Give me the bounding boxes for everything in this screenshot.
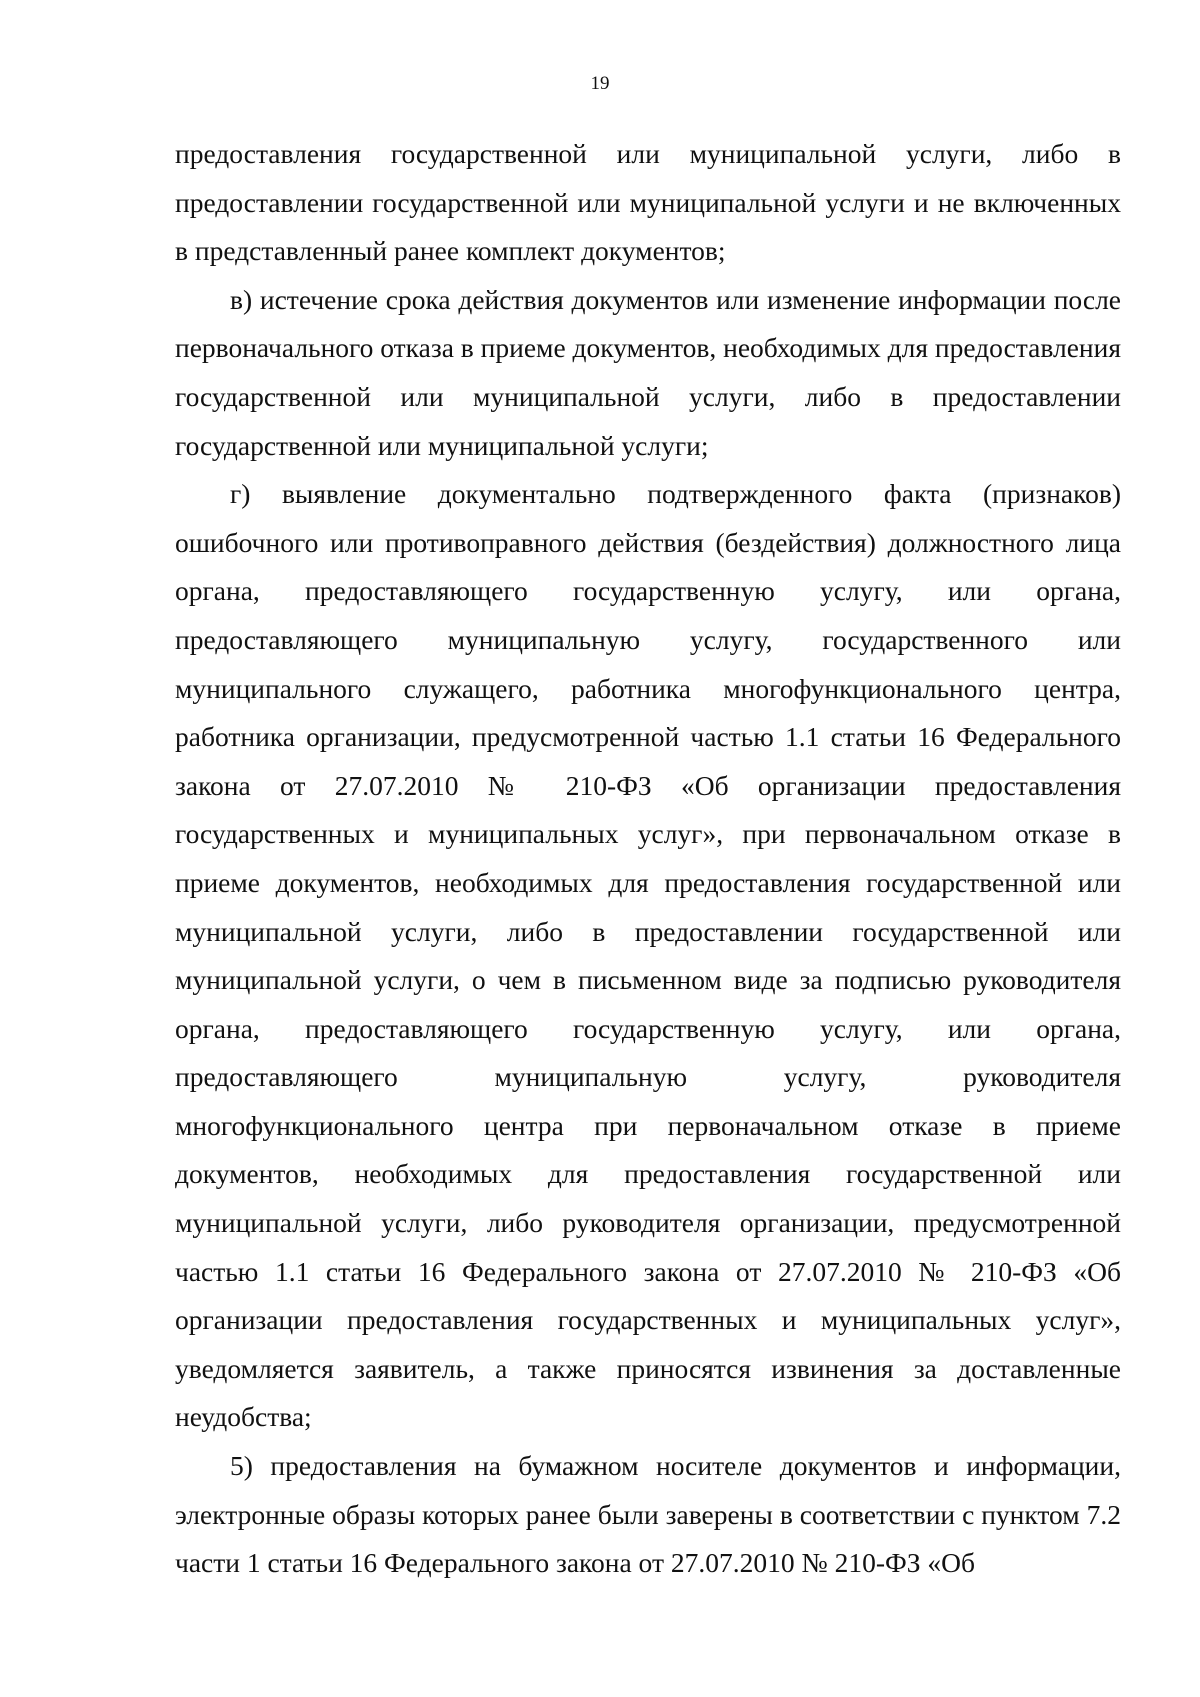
paragraph-continuation: предоставления государственной или муниципальной услуги, либо в предоставлении государственной или муниципальной услуги и не включенных в представленный ранее комплект документов;	[175, 138, 1121, 267]
paragraph-item-5: 5) предоставления на бумажном носителе документов и информации, электронные образы которых ранее были заверены в соответствии с пунктом 7.2 части 1 статьи 16 Федерального закона от 27.07.2010 № 210-ФЗ «Об	[175, 1450, 1121, 1579]
paragraph-item-g: г) выявление документально подтвержденного факта (признаков) ошибочного или противоправного действия (бездействия) должностного лица органа, предоставляющего государственную услугу, или органа, предоставляющего муниципальную услугу, государственного или муниципального служащего, работника многофункционального центра, работника организации, предусмотренной частью 1.1 статьи 16 Федерального закона от 27.07.2010 № 210-ФЗ «Об организации предоставления государственных и муниципальных услуг», при первоначальном отказе в приеме документов, необходимых для предоставления государственной или муниципальной услуги, либо в предоставлении государственной или муниципальной услуги, о чем в письменном виде за подписью руководителя органа, предоставляющего государственную услугу, или органа, предоставляющего муниципальную услугу, руководителя многофункционального центра при первоначальном отказе в приеме документов, необходимых для предоставления государственной или муниципальной услуги, либо руководителя организации, предусмотренной частью 1.1 статьи 16 Федерального закона от 27.07.2010 № 210-ФЗ «Об организации предоставления государственных и муниципальных услуг», уведомляется заявитель, а также приносятся извинения за доставленные неудобства;	[175, 478, 1121, 1433]
page-number: 19	[590, 73, 610, 94]
document-body	[175, 130, 1121, 1588]
paragraph-item-v: в) истечение срока действия документов или изменение информации после первоначального отказа в приеме документов, необходимых для предоставления государственной или муниципальной услуги, либо в предоставлении государственной или муниципальной услуги;	[175, 283, 1121, 461]
